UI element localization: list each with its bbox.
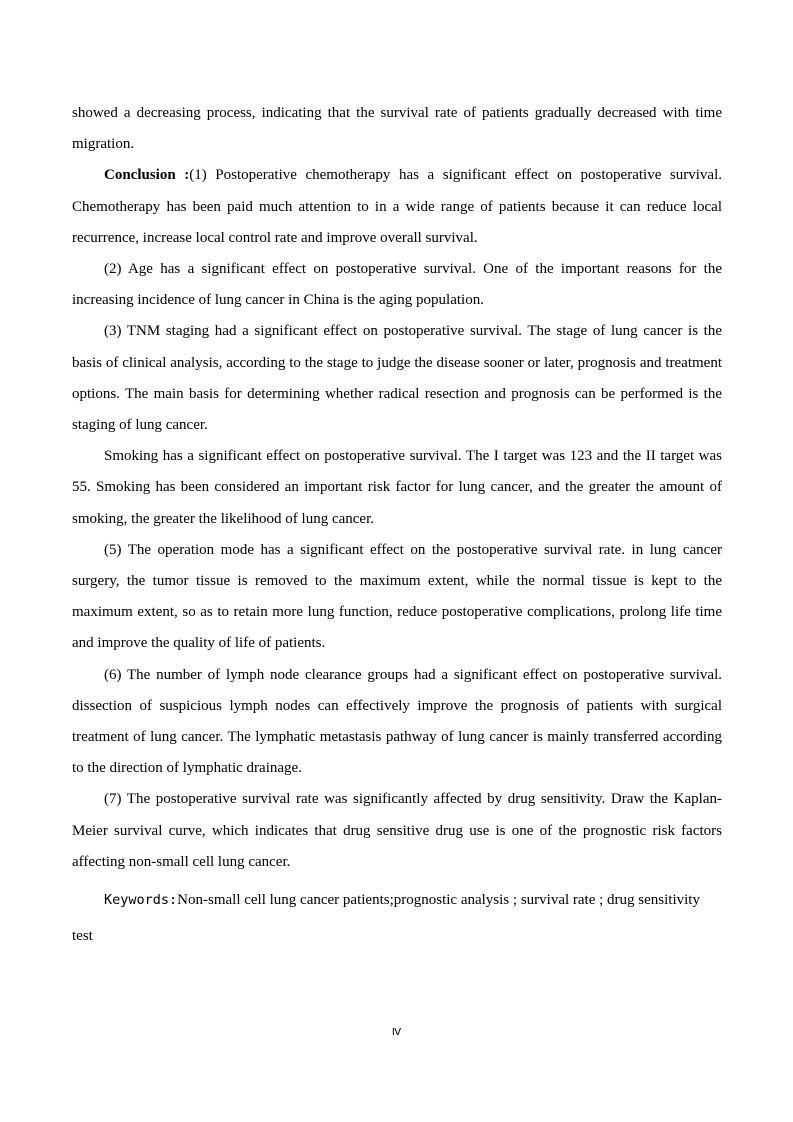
conclusion-1-text: (1) Postoperative chemotherapy has a significant effect on postoperative survival. Chemotherapy has been paid much attention to in a wide range of patients because it can reduce local recurrence, increase local control rate and improve overall survival. [72, 167, 722, 246]
paragraph-continuation: showed a decreasing process, indicating that the survival rate of patients gradually decreased with time migration. [72, 105, 722, 153]
paragraph-conclusion-6: (6) The number of lymph node clearance groups had a significant effect on postoperative survival. dissection of suspicious lymph nodes can effectively improve the prognosis of patients with surgical treatment of lung cancer. The lymphatic metastasis pathway of lung cancer is mainly transferred according to the direction of lymphatic drainage. [72, 666, 722, 777]
paragraph-conclusion-7: (7) The postoperative survival rate was significantly affected by drug sensitivity. Draw the Kaplan-Meier survival curve, which indicates that drug sensitive drug use is one of the prognostic risk factors affecting non-small cell lung cancer. [72, 791, 722, 870]
conclusion-label: Conclusion : [104, 167, 190, 184]
paragraph-conclusion-5: (5) The operation mode has a significant effect on the postoperative survival rate. in lung cancer surgery, the tumor tissue is removed to the maximum extent, while the normal tissue is kept to the maximum extent, so as to retain more lung function, reduce postoperative complications, prolong life time and improve the quality of life of patients. [72, 541, 722, 652]
paragraph-conclusion-2: (2) Age has a significant effect on postoperative survival. One of the important reasons for the increasing incidence of lung cancer in China is the aging population. [72, 261, 722, 309]
paragraph-conclusion-3: (3) TNM staging had a significant effect on postoperative survival. The stage of lung cancer is the basis of clinical analysis, according to the stage to judge the disease sooner or later, prognosis and treatment options. The main basis for determining whether radical resection and prognosis can be performed is the staging of lung cancer. [72, 323, 722, 434]
paragraph-conclusion-4: Smoking has a significant effect on postoperative survival. The I target was 123 and the II target was 55. Smoking has been considered an important risk factor for lung cancer, and the greater the amount of smoking, the greater the likelihood of lung cancer. [72, 448, 722, 527]
paragraph-conclusion-1 [72, 160, 722, 254]
keywords-label: Keywords: [104, 892, 178, 908]
page-number: Ⅳ [391, 1027, 402, 1038]
abstract-body [72, 98, 722, 878]
keywords-text: Non-small cell lung cancer patients;prognostic analysis ; survival rate ; drug sensitivity test [72, 892, 700, 944]
keywords-line [72, 882, 722, 954]
